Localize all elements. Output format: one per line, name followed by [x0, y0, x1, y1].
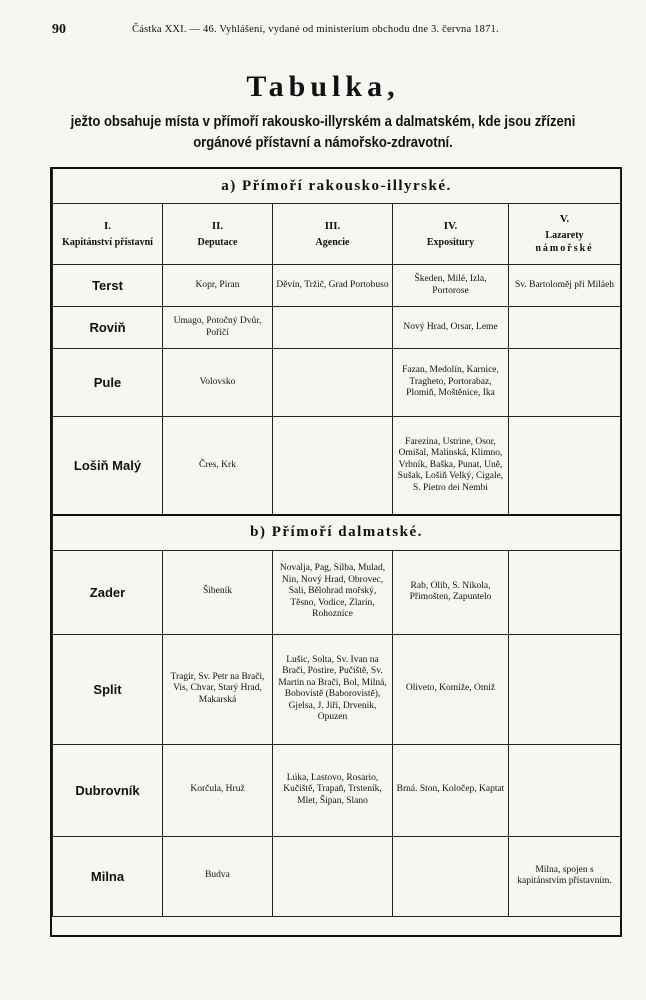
expositury-cell: Škeden, Milé, Izla, Portorose [393, 265, 509, 307]
lazarety-cell: Milna, spojen s kapitánstvím přístavním. [509, 836, 621, 916]
section-a-heading-row [53, 169, 621, 204]
district-cell: Terst [53, 265, 163, 307]
page-header [52, 22, 612, 40]
deputace-cell: Korčula, Hruž [163, 744, 273, 836]
agencie-cell: Lúka, Lastovo, Rosario, Kučiště, Trapaň, Trsteník, Mlet, Šipan, Slano [273, 744, 393, 836]
table-row [53, 349, 621, 417]
deputace-cell: Čres, Krk [163, 417, 273, 515]
ports-table [50, 167, 622, 937]
expositury-cell [393, 836, 509, 916]
subtitle-line-2: orgánové přístavní a námořsko-zdravotní. [193, 135, 453, 151]
table-row [53, 265, 621, 307]
district-cell: Pule [53, 349, 163, 417]
table-row [53, 550, 621, 634]
agencie-cell: Lušic, Solta, Sv. Ivan na Brači, Postire, Pučiště, Sv. Martin na Brači, Bol, Milná, Bobovistě (Baborovistě), Gjelsa, J. Jiří, Drvenik, Opuzen [273, 634, 393, 744]
deputace-cell: Tragir, Sv. Petr na Brači, Vis, Chvar, Starý Hrad, Makarská [163, 634, 273, 744]
page-number: 90 [52, 22, 66, 37]
expositury-cell: Fazan, Medolín, Karnice, Tragheto, Portorabaz, Plomiň, Moštěnice, Ika [393, 349, 509, 417]
district-cell: Split [53, 634, 163, 744]
deputace-cell: Volovsko [163, 349, 273, 417]
agencie-cell [273, 417, 393, 515]
expositury-cell: Farezina, Ustrine, Osor, Omišal, Malinská, Klimno, Vrbník, Baška, Punat, Uně, Sušak, Lošiň Velký, Cigale, S. Pietro dei Nembi [393, 417, 509, 515]
lazarety-cell [509, 550, 621, 634]
deputace-cell: Budva [163, 836, 273, 916]
district-cell: Roviň [53, 307, 163, 349]
deputace-cell: Kopr, Piran [163, 265, 273, 307]
agencie-cell [273, 349, 393, 417]
deputace-cell: Šibeník [163, 550, 273, 634]
table-row [53, 744, 621, 836]
column-header-3: III. Agencie [273, 204, 393, 265]
section-b-heading-row [53, 515, 621, 551]
lazarety-cell [509, 744, 621, 836]
district-cell: Milna [53, 836, 163, 916]
expositury-cell: Brná. Ston, Koločep, Kaptat [393, 744, 509, 836]
agencie-cell: Děvín, Tržič, Grad Portobuso [273, 265, 393, 307]
column-header-1: I. Kapitánství přístavní [53, 204, 163, 265]
section-b-heading: b) Přímoří dalmatské. [53, 515, 621, 551]
district-cell: Zader [53, 550, 163, 634]
table-row [53, 417, 621, 515]
table-row [53, 634, 621, 744]
expositury-cell: Nový Hrad, Orsar, Leme [393, 307, 509, 349]
subtitle-line-1: ježto obsahuje místa v přímoří rakousko-illyrském a dalmatském, kde jsou zřízeni [70, 114, 576, 130]
document-subtitle [50, 112, 595, 154]
expositury-cell: Oliveto, Komiže, Omiž [393, 634, 509, 744]
district-cell: Dubrovník [53, 744, 163, 836]
document-title: Tabulka, [246, 70, 400, 103]
deputace-cell: Umago, Potočný Dvůr, Pořičí [163, 307, 273, 349]
lazarety-cell [509, 349, 621, 417]
section-a-heading: a) Přímoří rakousko-illyrské. [53, 169, 621, 204]
agencie-cell [273, 307, 393, 349]
lazarety-cell [509, 307, 621, 349]
lazarety-cell [509, 634, 621, 744]
column-header-2: II. Deputace [163, 204, 273, 265]
lazarety-cell [509, 417, 621, 515]
column-header-4: IV. Expositury [393, 204, 509, 265]
column-header-5: V. Lazarety námořské [509, 204, 621, 265]
column-header-row [53, 204, 621, 265]
table-row [53, 836, 621, 916]
district-cell: Lošiň Malý [53, 417, 163, 515]
lazarety-cell: Sv. Bartoloměj při Miláeh [509, 265, 621, 307]
agencie-cell: Novalja, Pag, Silba, Mulad, Nin, Nový Hrad, Obrovec, Sali, Bělohrad mořský, Těsno, Vodice, Zlarín, Rohoznice [273, 550, 393, 634]
running-head: Částka XXI. — 46. Vyhlášení, vydané od ministerium obchodu dne 3. června 1871. [132, 24, 499, 35]
expositury-cell: Rab, Olib, S. Nikola, Přimošten, Zapuntelo [393, 550, 509, 634]
agencie-cell [273, 836, 393, 916]
table-row [53, 307, 621, 349]
